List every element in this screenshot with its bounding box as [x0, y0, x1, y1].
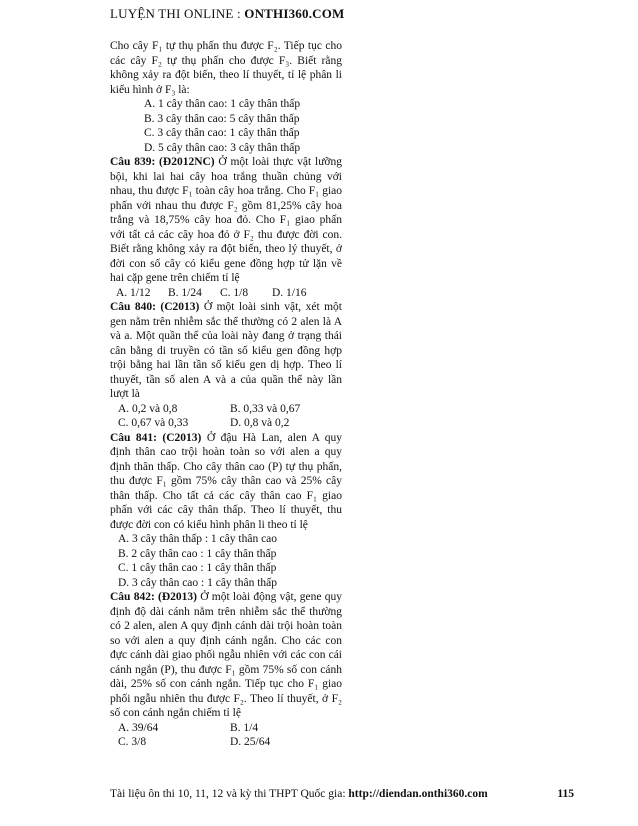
option: D. 0,8 và 0,2 — [230, 417, 290, 429]
question-text: Ở một loài động vật, gene quy định độ dài cánh nằm trên nhiễm sắc thể thường có 2 alen, alen A quy định cánh dài trội hoàn toàn so với alen a quy định cánh ngắn. Cho các con đực cánh dài giao phối ngẫu nhiên với các con cái cánh ngắn (P), thu được F₁ gồm 75% số con cánh dài, 25% số con cánh ngắn. Tiếp tục cho F₁ giao phối ngẫu nhiên thu được F₂. Theo lí thuyết, ở F₂ số con cánh ngắn chiếm tỉ lệ — [110, 591, 342, 719]
question-label: Câu 842: (Đ2013) — [110, 591, 197, 603]
option: A. 1/12 — [116, 286, 151, 299]
options-842-row2 — [110, 735, 342, 750]
intro-option: C. 3 cây thân cao: 1 cây thân thấp — [144, 127, 300, 139]
question-column — [110, 39, 342, 750]
options-839 — [110, 286, 342, 301]
intro-option: B. 3 cây thân cao: 5 cây thân thấp — [144, 112, 300, 125]
option: C. 3/8 — [118, 736, 147, 748]
option: C. 0,67 và 0,33 — [118, 417, 189, 429]
option: C. 1/8 — [220, 286, 249, 299]
option: A. 39/64 — [118, 721, 159, 734]
question-841 — [110, 431, 342, 533]
option: B. 1/24 — [168, 286, 202, 299]
question-label: Câu 841: (C2013) — [110, 431, 202, 444]
question-842 — [110, 590, 342, 721]
question-text: Ở một loài thực vật lưỡng bội, khi lai hai cây hoa trắng thuần chủng với nhau, thu được F₁ toàn cây hoa trắng. Cho F₁ giao phấn với nhau thu được F₂ gồm 81,25% cây hoa trắng và 18,75% cây hoa đỏ. Cho F₁ giao phấn với tất cả các cây hoa đỏ ở F₂ thu được đời con. Biết rằng không xảy ra đột biến, theo lý thuyết, ở đời con số cây có kiểu gene đồng hợp tử lặn về hai cặp gene trên chiếm tỉ lệ — [110, 156, 343, 284]
option: D. 1/16 — [272, 286, 307, 299]
header-prefix: LUYỆN THI ONLINE : — [110, 6, 245, 21]
option: D. 25/64 — [230, 736, 271, 748]
option: B. 0,33 và 0,67 — [230, 402, 301, 415]
footer-text — [110, 788, 488, 800]
page-header — [110, 6, 345, 22]
question-text: Ở đậu Hà Lan, alen A quy định thân cao trội hoàn toàn so với alen a quy định thân thấp. Cho cây thân cao (P) tự thụ phấn, thu được F₁ gồm 75% cây thân cao và 25% cây thân thấp. Cho tất cả các cây thân cao F₁ giao phấn với các cây thân thấp. Theo lí thuyết, thu được đời con có kiểu hình phân li theo tỉ lệ — [110, 431, 343, 531]
options-842-row1 — [110, 721, 342, 736]
header-site: ONTHI360.COM — [244, 6, 345, 21]
question-label: Câu 840: (C2013) — [110, 301, 200, 313]
question-839 — [110, 155, 342, 286]
footer-caption: Tài liệu ôn thi 10, 11, 12 và kỳ thi THPT Quốc gia: — [110, 788, 349, 800]
page-number: 115 — [557, 788, 574, 800]
question-text: Ở một loài sinh vật, xét một gen nằm trên nhiễm sắc thể thường có 2 alen là A và a. Một quần thể của loài này đang ở trạng thái cân bằng di truyền có tần số kiểu gen đồng hợp trội bằng hai lần tần số kiểu gen dị hợp. Theo lí thuyết, tần số alen A và a của quần thể này lần lượt là — [110, 301, 342, 400]
footer-link[interactable]: http://diendan.onthi360.com — [348, 788, 488, 800]
intro-text: Cho cây F₁ tự thụ phấn thu được F₂. Tiếp tục cho các cây F₂ tự thụ phấn cho được F₃. Biết rằng không xảy ra đột biến, theo lí thuyết, tỉ lệ phân li kiểu hình ở F₃ là: — [110, 40, 342, 96]
option: B. 1/4 — [230, 721, 259, 734]
intro-option: D. 5 cây thân cao: 3 cây thân thấp — [144, 141, 301, 154]
option: B. 2 cây thân cao : 1 cây thân thấp — [118, 547, 277, 560]
options-840-row2 — [110, 416, 342, 431]
option: A. 0,2 và 0,8 — [118, 402, 178, 415]
option: C. 1 cây thân cao : 1 cây thân thấp — [118, 562, 277, 574]
option: A. 3 cây thân thấp : 1 cây thân cao — [118, 533, 278, 545]
page-footer — [110, 788, 574, 800]
question-840 — [110, 300, 342, 402]
intro-option: A. 1 cây thân cao: 1 cây thân thấp — [144, 98, 301, 110]
options-840-row1 — [110, 402, 342, 417]
option: D. 3 cây thân cao : 1 cây thân thấp — [118, 576, 278, 589]
question-label: Câu 839: (Đ2012NC) — [110, 156, 215, 168]
